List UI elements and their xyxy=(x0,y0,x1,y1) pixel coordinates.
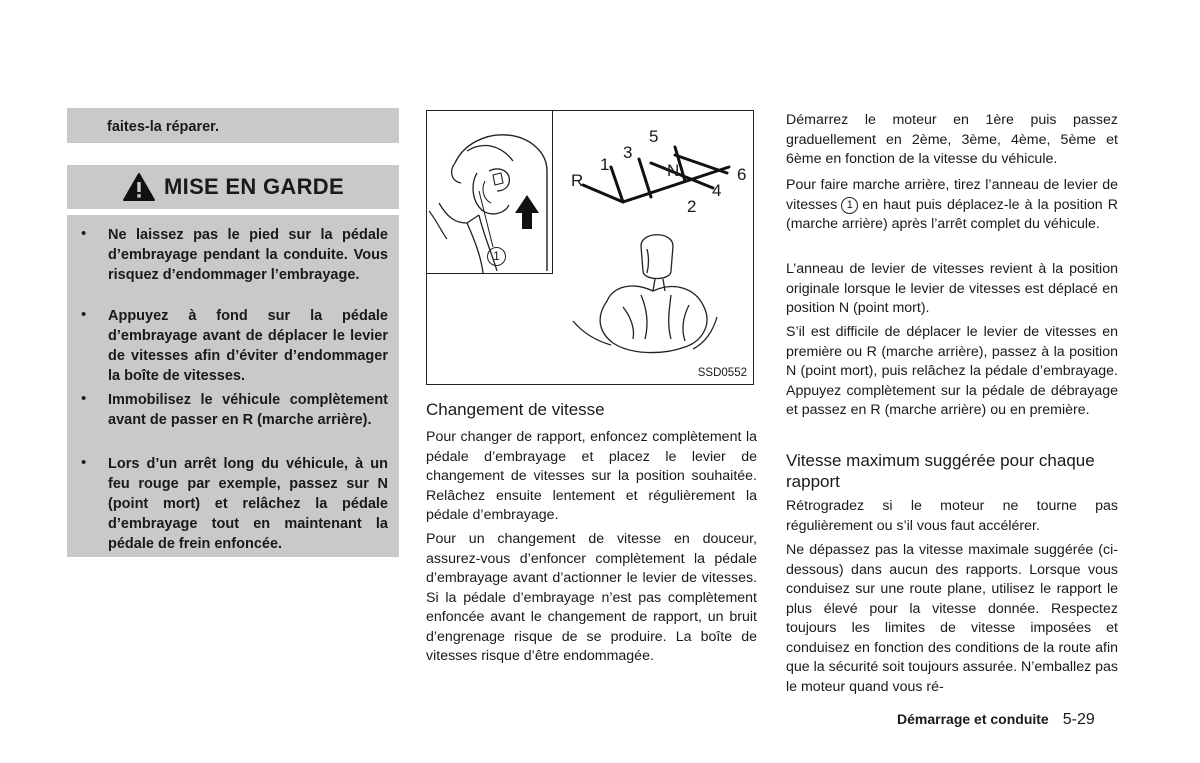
bullet: • xyxy=(81,225,87,242)
bullet: • xyxy=(81,390,87,407)
page-footer xyxy=(897,711,1095,729)
warning-item-text: Appuyez à fond sur la pédale d’embrayage avant de déplacer le levier de vitesses afin d’éviter d’endommager la boîte de vitesses. xyxy=(108,308,388,384)
page-number: 5-29 xyxy=(1062,711,1095,728)
paragraph: Pour changer de rapport, enfoncez complètement la pédale d’embrayage et placez le levier de changement de vitesses sur la position souhaitée. Relâchez ensuite lentement et régulièrement la pédale d’embrayage. xyxy=(426,429,757,523)
gear-label-5: 5 xyxy=(649,127,659,146)
paragraph: Pour un changement de vitesse en douceur, assurez-vous d’enfoncer complètement la pédale d’embrayage avant d’actionner le levier de vitesses. Si la pédale d’embrayage n’est pas complètement enfoncée avant le changement de rapport, un bruit d’engrenage risque de se produire. La boîte de vitesses risque d’être endommagée. xyxy=(426,531,757,664)
warning-triangle-icon xyxy=(122,172,156,202)
warning-header xyxy=(67,165,399,209)
section-title-gear-change: Changement de vitesse xyxy=(426,400,605,419)
gear-label-n: N xyxy=(667,161,680,180)
paragraph: Rétrogradez si le moteur ne tourne pas régulièrement ou s’il vous faut accélérer. xyxy=(786,498,1118,534)
shift-pattern-diagram xyxy=(427,111,755,386)
paragraph: L’anneau de levier de vitesses revient à la position originale lorsque le levier de vitesses est déplacé en position N (point mort). xyxy=(786,261,1118,316)
section-title-max-speed: Vitesse maximum suggérée pour chaque rapport xyxy=(786,451,1095,491)
paragraph-part: en haut puis déplacez-le à la position R (marche arrière) après l’arrêt complet du véhicule. xyxy=(786,196,1118,232)
paragraph: Ne dépassez pas la vitesse maximale suggérée (ci-dessous) dans aucun des rapports. Lorsque vous conduisez sur une route plane, utilisez le rapport le plus élevé pour la vitesse donnée. Respectez toujours les limites de vitesse imposées et conduisez en fonction des conditions de la route afin que la sécurité soit toujours assurée. N’emballez pas le moteur quand vous ré- xyxy=(786,542,1118,695)
footer-section-name: Démarrage et conduite xyxy=(897,711,1049,727)
gear-label-4: 4 xyxy=(712,181,722,200)
warning-body xyxy=(67,215,399,557)
paragraph-part: Pour faire marche arrière, tirez l’anneau de levier de vitesses xyxy=(786,177,1118,213)
paragraph: Démarrez le moteur en 1ère puis passez graduellement en 2ème, 3ème, 4ème, 5ème et 6ème en fonction de la vitesse du véhicule. xyxy=(786,112,1118,167)
gear-label-6: 6 xyxy=(737,165,747,184)
continued-warning-text: faites-la réparer. xyxy=(107,119,220,135)
bullet: • xyxy=(81,306,87,323)
gear-shift-figure xyxy=(426,110,754,385)
gear-label-2: 2 xyxy=(687,197,697,216)
callout-1-inline: 1 xyxy=(841,197,858,214)
warning-title: MISE EN GARDE xyxy=(164,174,344,199)
paragraph xyxy=(786,176,1118,235)
warning-item-text: Lors d’un arrêt long du véhicule, à un feu rouge par exemple, passez sur N (point mort) et relâchez la pédale d’embrayage tout en maintenant la pédale de frein enfoncée. xyxy=(108,456,388,552)
gear-label-1: 1 xyxy=(600,155,610,174)
paragraph: S’il est difficile de déplacer le levier de vitesses en première ou R (marche arrière), passez à la position N (point mort), puis relâchez la pédale d’embrayage. Appuyez complètement sur la pédale de débrayage et passez en R (marche arrière) ou en première. xyxy=(786,324,1118,418)
bullet: • xyxy=(81,454,87,471)
callout-1: 1 xyxy=(487,247,506,266)
continued-warning-box xyxy=(67,108,399,143)
warning-item-text: Ne laissez pas le pied sur la pédale d’embrayage pendant la conduite. Vous risquez d’endommager l’embrayage. xyxy=(108,227,388,283)
figure-code: SSD0552 xyxy=(697,367,747,379)
warning-item-text: Immobilisez le véhicule complètement avant de passer en R (marche arrière). xyxy=(108,392,388,428)
gear-label-3: 3 xyxy=(623,143,633,162)
gear-label-r: R xyxy=(571,171,584,190)
